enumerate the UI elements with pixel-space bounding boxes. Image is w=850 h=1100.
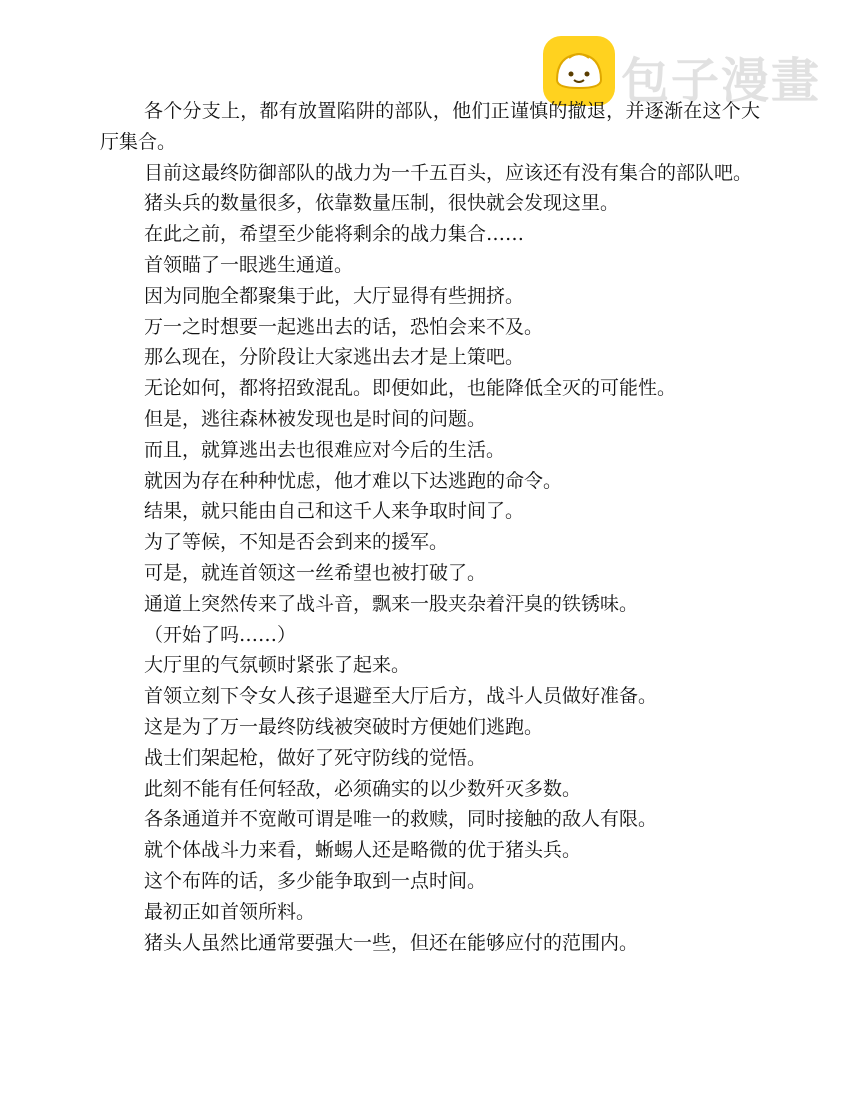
paragraph: 各个分支上，都有放置陷阱的部队，他们正谨慎的撤退，并逐渐在这个大厅集合。 [100, 100, 760, 153]
paragraph: 无论如何，都将招致混乱。即便如此，也能降低全灭的可能性。 [144, 377, 677, 400]
paragraph: 猪头人虽然比通常要强大一些，但还在能够应付的范围内。 [144, 931, 639, 954]
paragraph: 为了等候，不知是否会到来的援军。 [144, 531, 449, 554]
paragraph: 战士们架起枪，做好了死守防线的觉悟。 [144, 746, 487, 769]
paragraph: 大厅里的气氛顿时紧张了起来。 [144, 654, 411, 677]
paragraph: 就因为存在种种忧虑，他才难以下达逃跑的命令。 [144, 469, 563, 492]
paragraph: 猪头兵的数量很多，依靠数量压制，很快就会发现这里。 [144, 192, 620, 215]
paragraph: 这是为了万一最终防线被突破时方便她们逃跑。 [144, 715, 544, 738]
paragraph: 万一之时想要一起逃出去的话，恐怕会来不及。 [144, 315, 544, 338]
paragraph: 通道上突然传来了战斗音，飘来一股夹杂着汗臭的铁锈味。 [144, 592, 639, 615]
paragraph: 目前这最终防御部队的战力为一千五百头，应该还有没有集合的部队吧。 [144, 161, 753, 184]
paragraph: 此刻不能有任何轻敌，必须确实的以少数歼灭多数。 [144, 777, 582, 800]
paragraph: 首领瞄了一眼逃生通道。 [144, 253, 354, 276]
paragraph: 可是，就连首领这一丝希望也被打破了。 [144, 561, 487, 584]
paragraph: （开始了吗……） [144, 623, 297, 646]
paragraph: 就个体战斗力来看，蜥蜴人还是略微的优于猪头兵。 [144, 839, 582, 862]
paragraph: 这个布阵的话，多少能争取到一点时间。 [144, 869, 487, 892]
paragraph: 因为同胞全都聚集于此，大厅显得有些拥挤。 [144, 284, 525, 307]
paragraph: 但是，逃往森林被发现也是时间的问题。 [144, 407, 487, 430]
paragraph: 那么现在，分阶段让大家逃出去才是上策吧。 [144, 346, 525, 369]
paragraph: 最初正如首领所料。 [144, 900, 316, 923]
paragraph: 首领立刻下令女人孩子退避至大厅后方，战斗人员做好准备。 [144, 685, 658, 708]
paragraph: 在此之前，希望至少能将剩余的战力集合…… [144, 223, 525, 246]
paragraph: 而且，就算逃出去也很难应对今后的生活。 [144, 438, 506, 461]
paragraph: 结果，就只能由自己和这千人来争取时间了。 [144, 500, 525, 523]
chapter-body [100, 96, 760, 958]
paragraph: 各条通道并不宽敞可谓是唯一的救赎，同时接触的敌人有限。 [144, 808, 658, 831]
watermark-brand-text: 包子漫畫 [621, 53, 822, 109]
